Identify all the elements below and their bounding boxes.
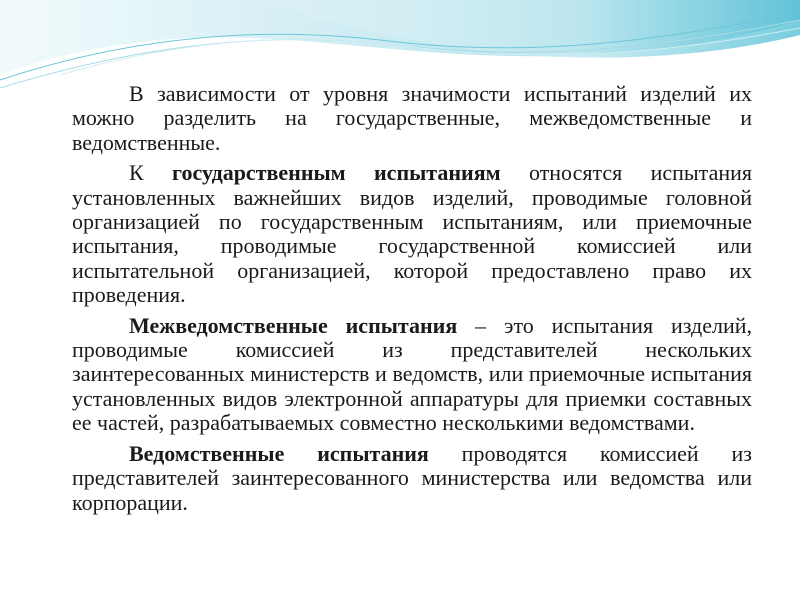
term-departmental-tests: Ведомственные испытания bbox=[129, 440, 429, 466]
term-state-tests: государственным испытаниям bbox=[172, 160, 501, 186]
paragraph-text: В зависимости от уровня значимости испытаний изделий их можно разделить на государственные, межведомственные и ведомственные. bbox=[72, 81, 752, 155]
paragraph-prefix: К bbox=[129, 160, 173, 186]
paragraph-departmental-tests bbox=[72, 442, 752, 515]
paragraph-text: проводятся комиссией из представителей заинтересованного министерства или ведомства или корпорации. bbox=[72, 440, 752, 515]
paragraph-text: относятся испытания установленных важнейших видов изделий, проводимые головной организацией по государственным испытаниям, или приемочные испытания, проводимые государственной комиссией или испытательной организацией, которой предоставлено право их проведения. bbox=[72, 160, 752, 308]
paragraph-interdepartmental-tests bbox=[72, 314, 752, 436]
paragraph-text: – это испытания изделий, проводимые комиссией из представителей нескольких заинтересованных министерств и ведомств, или приемочные испытания установленных видов электронной аппаратуры для приемки составных ее частей, разрабатываемых совместно несколькими ведомствами. bbox=[72, 312, 753, 436]
paragraph-intro bbox=[72, 82, 752, 155]
text-body bbox=[72, 82, 752, 521]
term-interdepartmental-tests: Межведомственные испытания bbox=[129, 312, 458, 338]
paragraph-state-tests bbox=[72, 161, 752, 307]
